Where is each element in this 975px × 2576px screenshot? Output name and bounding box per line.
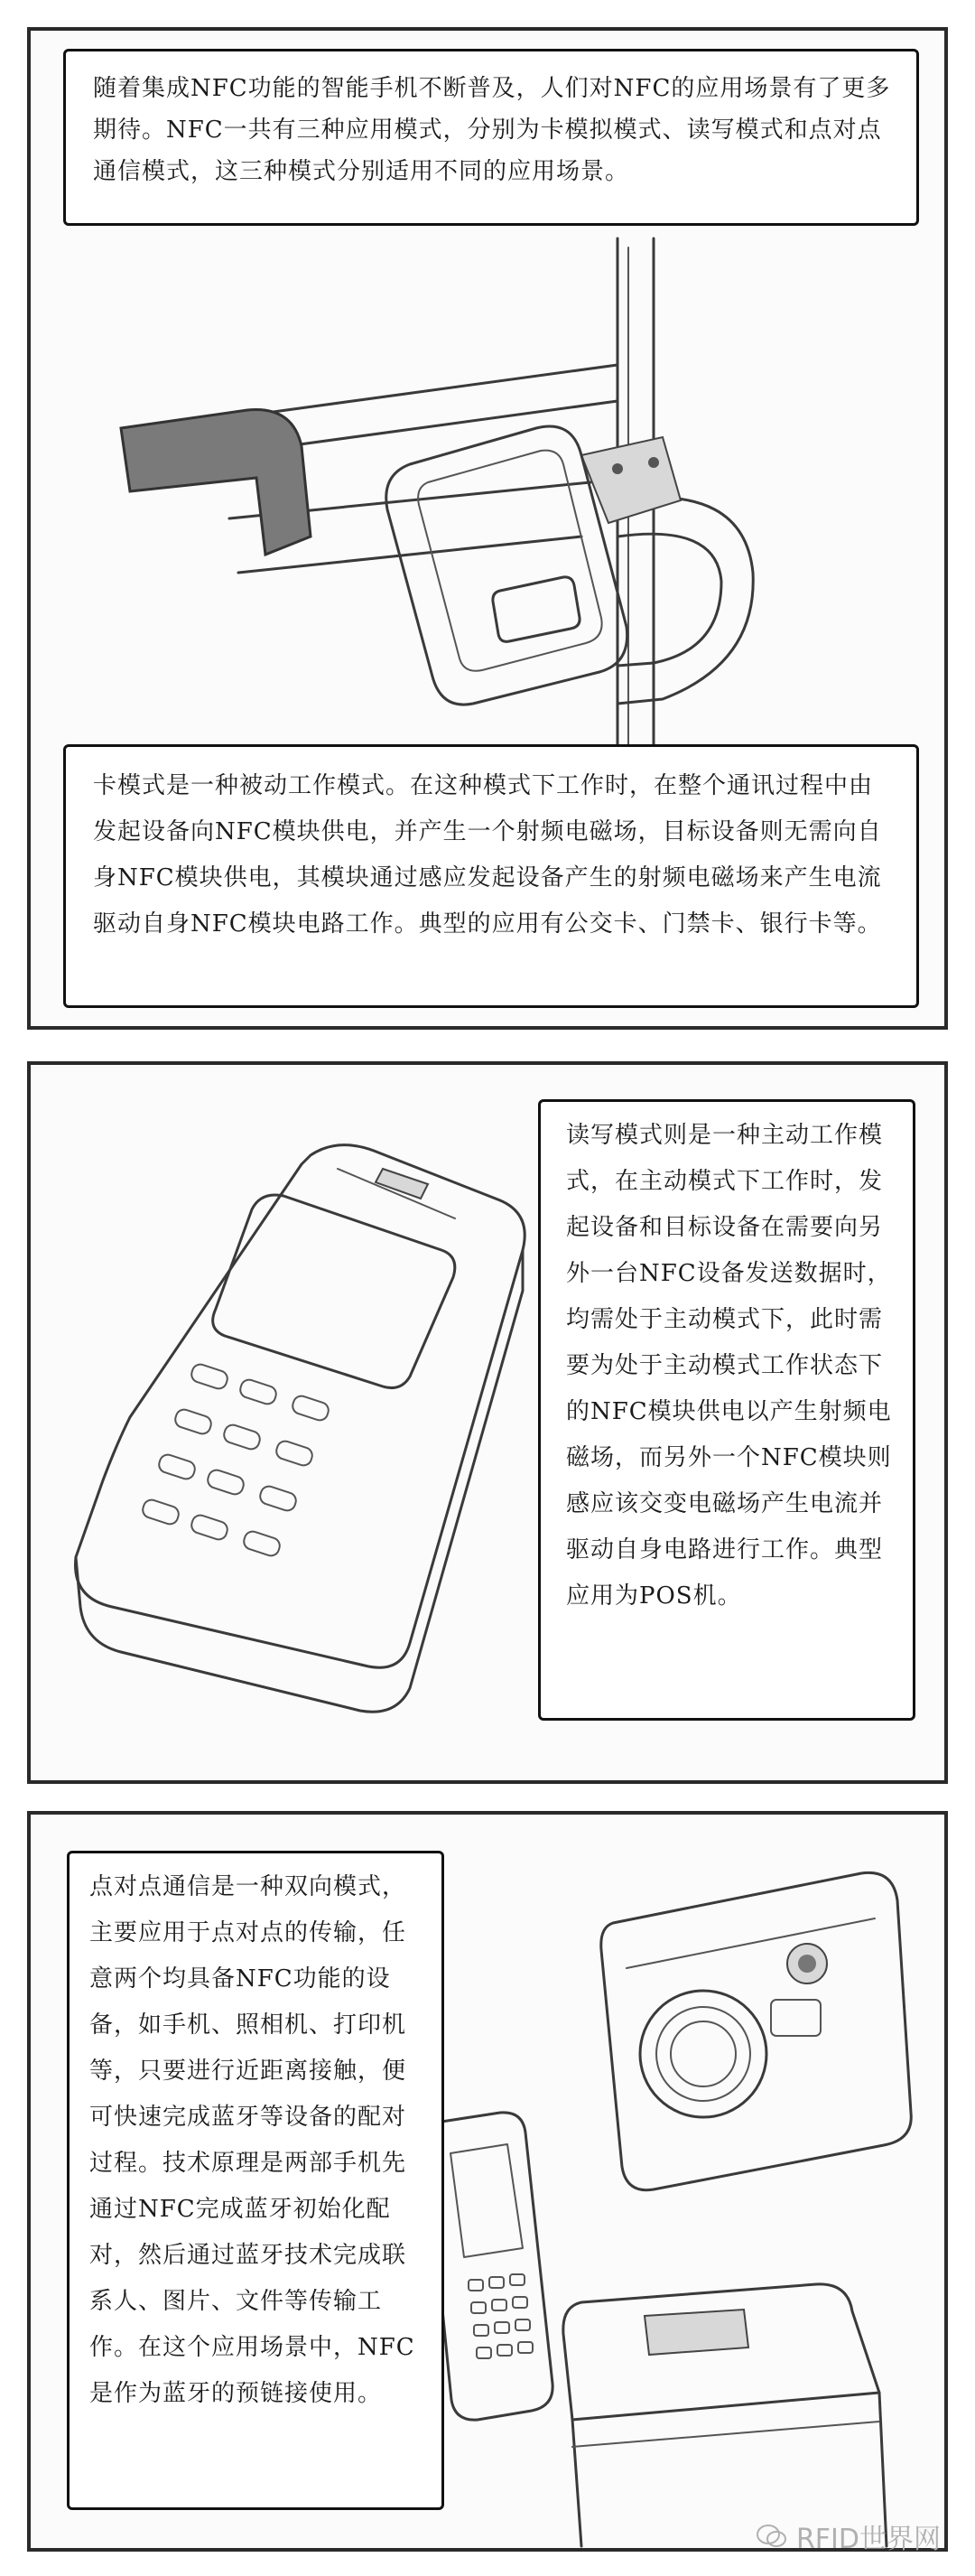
panel-reader-mode bbox=[27, 1061, 948, 1784]
panel-p2p-mode bbox=[27, 1811, 948, 2552]
watermark bbox=[757, 2516, 941, 2556]
card-mode-caption: 卡模式是一种被动工作模式。在这种模式下工作时，在整个通讯过程中由发起设备向NFC模块供电，并产生一个射频电磁场，目标设备则无需向自身NFC模块供电，其模块通过感应发起设备产生的射频电磁场来产生电流驱动自身NFC模块电路工作。典型的应用有公交卡、门禁卡、银行卡等。 bbox=[63, 744, 919, 1008]
phone-keys bbox=[469, 2274, 533, 2358]
keypad-keys bbox=[141, 1362, 330, 1557]
reader-mode-caption: 读写模式则是一种主动工作模式，在主动模式下工作时，发起设备和目标设备在需要向另外一台NFC设备发送数据时，均需处于主动模式下，此时需要为处于主动模式工作状态下的NFC模块供电以产生射频电磁场，而另外一个NFC模块则感应该交变电磁场产生电流并驱动自身电路进行工作。典型应用为POS机。 bbox=[538, 1099, 915, 1721]
wechat-icon bbox=[757, 2524, 787, 2549]
intro-caption: 随着集成NFC功能的智能手机不断普及，人们对NFC的应用场景有了更多期待。NFC一共有三种应用模式，分别为卡模拟模式、读写模式和点对点通信模式，这三种模式分别适用不同的应用场景。 bbox=[63, 49, 919, 226]
watermark-text: RFID世界网 bbox=[795, 2524, 941, 2555]
p2p-mode-caption: 点对点通信是一种双向模式，主要应用于点对点的传输，任意两个均具备NFC功能的设备，如手机、照相机、打印机等，只要进行近距离接触，便可快速完成蓝牙等设备的配对过程。技术原理是两部手机先通过NFC完成蓝牙初始化配对，然后通过蓝牙技术完成联系人、图片、文件等传输工作。在这个应用场景中，NFC是作为蓝牙的预链接使用。 bbox=[67, 1851, 444, 2510]
panel-card-mode bbox=[27, 27, 948, 1030]
